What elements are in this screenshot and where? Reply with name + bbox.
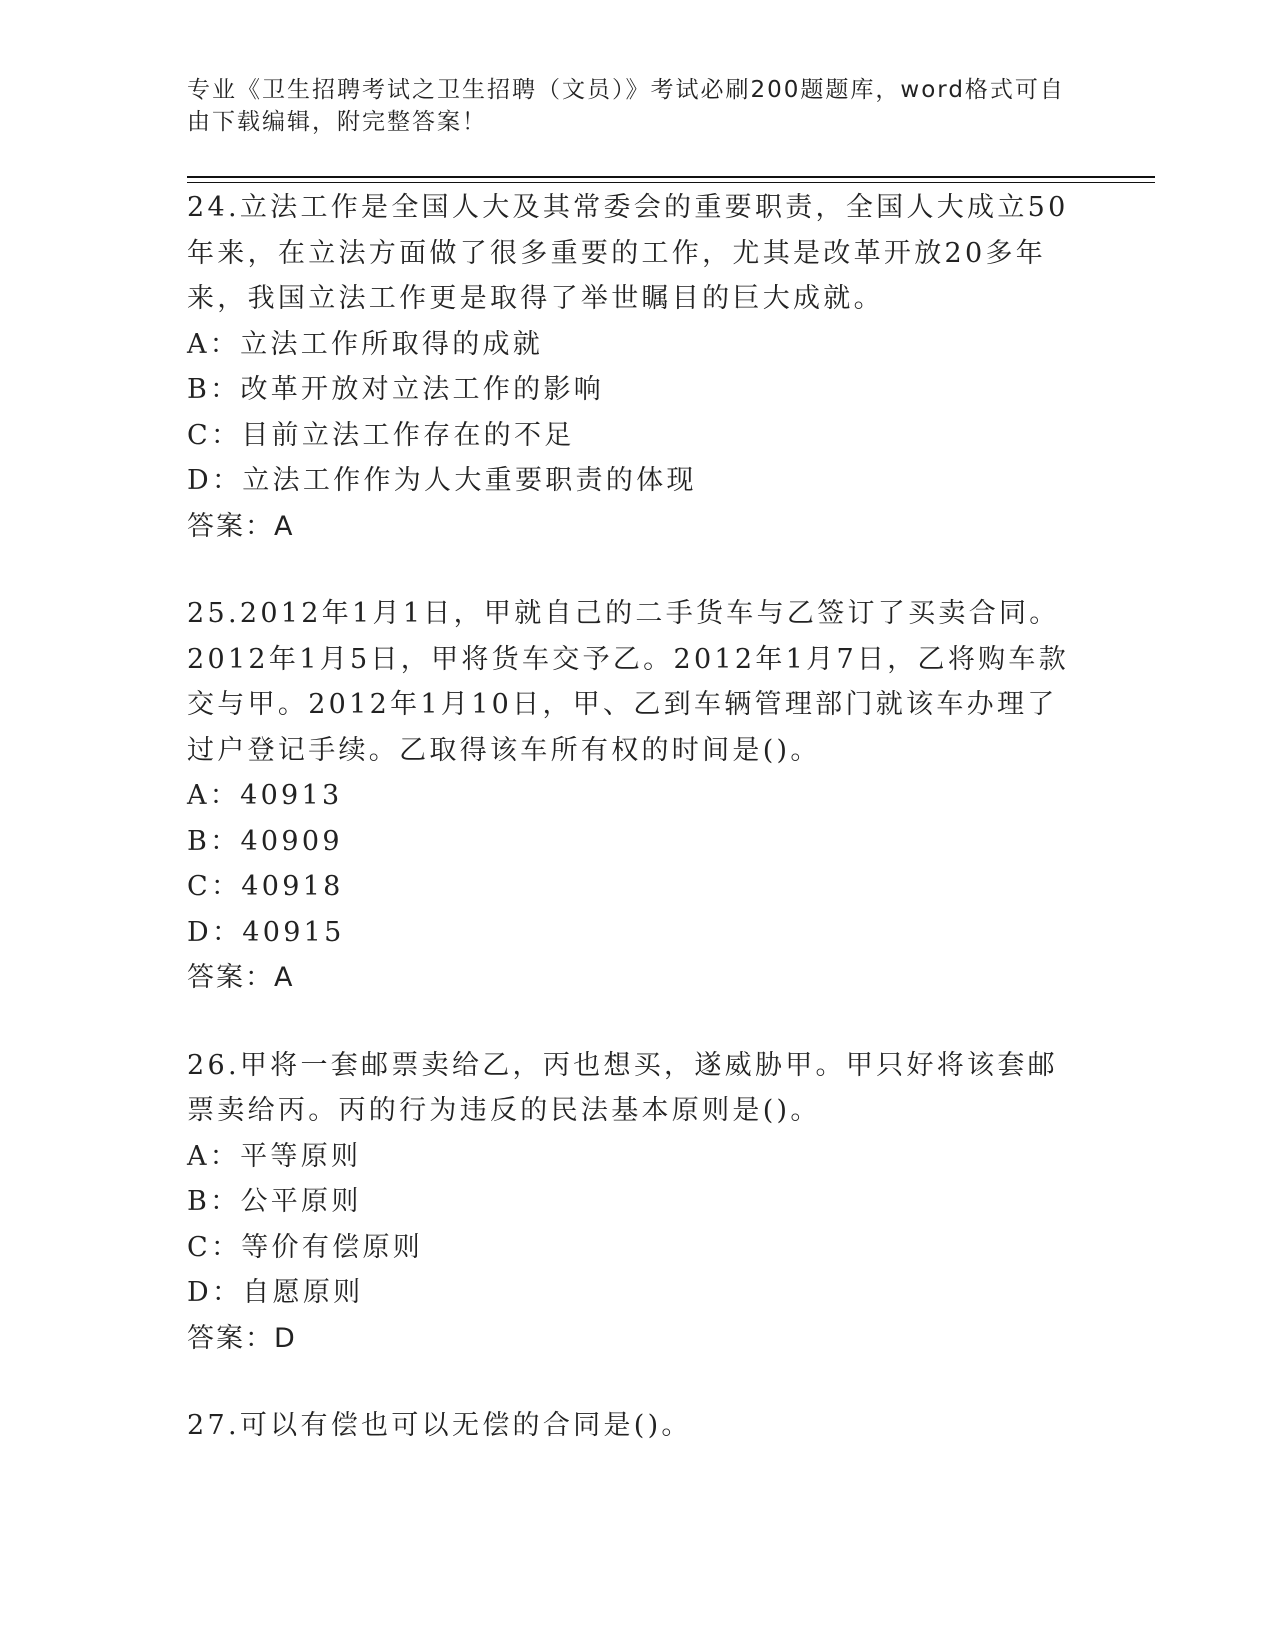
answer-line: 答案：D <box>187 1322 297 1354</box>
question-26 <box>187 1043 1087 1362</box>
header-divider <box>187 176 1155 183</box>
option-a: A：平等原则 <box>187 1140 362 1172</box>
question-27 <box>187 1403 1087 1449</box>
option-d: D：立法工作作为人大重要职责的体现 <box>187 465 697 496</box>
question-stem: 24.立法工作是全国人大及其常委会的重要职责，全国人大成立50年来，在立法方面做了很多重要的工作，尤其是改革开放20多年来，我国立法工作更是取得了举世瞩目的巨大成就。 <box>187 192 1069 314</box>
option-b: B：40909 <box>187 825 343 857</box>
question-stem: 25.2012年1月1日，甲就自己的二手货车与乙签订了买卖合同。2012年1月5日，甲将货车交予乙。2012年1月7日，乙将购车款交与甲。2012年1月10日，甲、乙到车辆管理部门就该车办理了过户登记手续。乙取得该车所有权的时间是()。 <box>187 598 1070 766</box>
question-stem: 27.可以有偿也可以无偿的合同是()。 <box>187 1410 692 1441</box>
question-24 <box>187 185 1087 549</box>
option-d: D：40915 <box>187 916 345 948</box>
option-c: C：等价有偿原则 <box>187 1231 424 1263</box>
option-a: A：40913 <box>187 780 343 811</box>
option-a: A：立法工作所取得的成就 <box>187 328 544 360</box>
answer-line: 答案：A <box>187 510 295 542</box>
question-25 <box>187 591 1087 1001</box>
answer-line: 答案：A <box>187 962 295 993</box>
option-d: D：自愿原则 <box>187 1277 364 1308</box>
option-c: C：40918 <box>187 871 344 902</box>
document-header: 专业《卫生招聘考试之卫生招聘（文员）》考试必刷200题题库，word格式可自由下载编辑，附完整答案！ <box>187 77 1065 135</box>
question-list <box>187 185 1087 1491</box>
option-b: B：公平原则 <box>187 1186 362 1217</box>
option-b: B：改革开放对立法工作的影响 <box>187 374 605 405</box>
option-c: C：目前立法工作存在的不足 <box>187 419 575 451</box>
question-stem: 26.甲将一套邮票卖给乙，丙也想买，遂威胁甲。甲只好将该套邮票卖给丙。丙的行为违反的民法基本原则是()。 <box>187 1049 1058 1126</box>
